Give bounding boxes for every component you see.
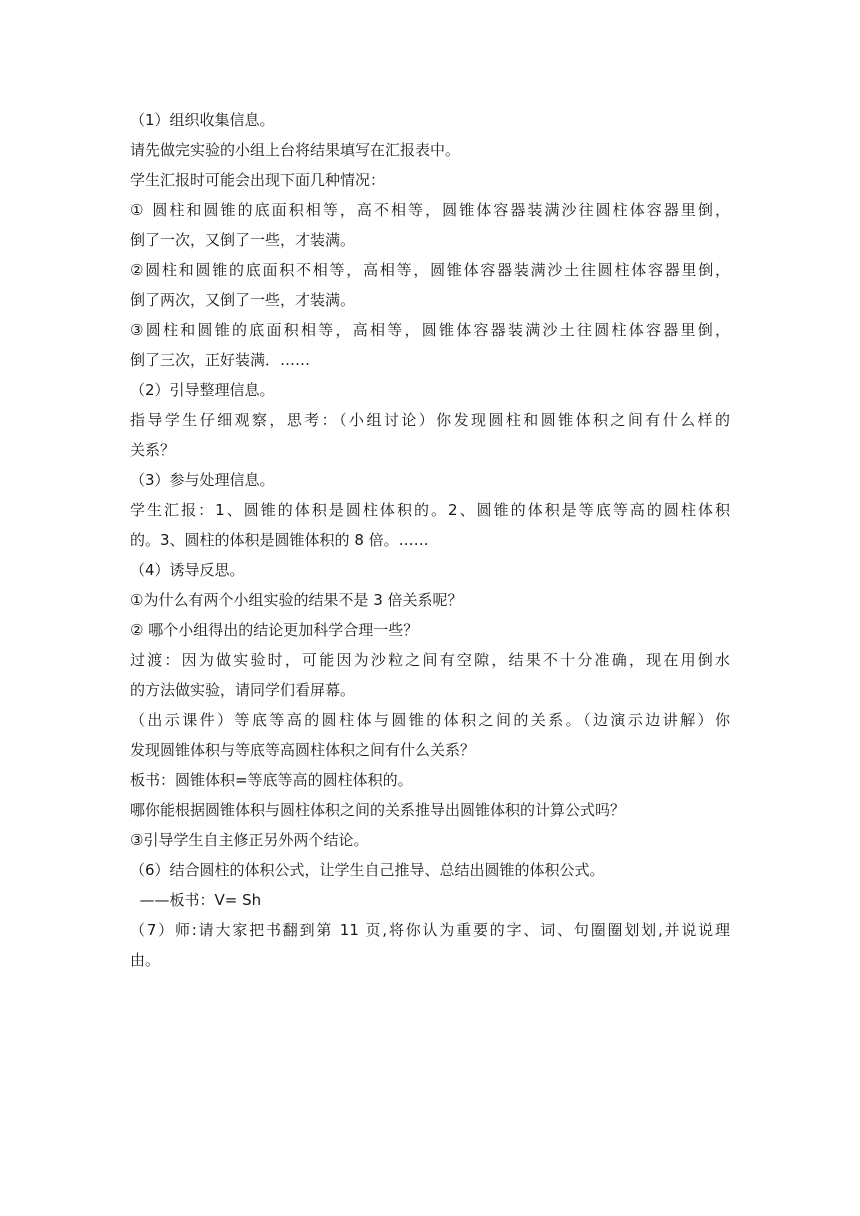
text-line: （2）引导整理信息。	[130, 381, 275, 399]
text-line: ③圆柱和圆锥的底面积相等，高相等，圆锥体容器装满沙土往圆柱体容器里倒，	[130, 321, 730, 339]
text-line: 学生汇报时可能会出现下面几种情况：	[130, 171, 386, 189]
text-line: （出示课件）等底等高的圆柱体与圆锥的体积之间的关系。（边演示边讲解）你	[130, 711, 730, 729]
text-line: ① 圆柱和圆锥的底面积相等，高不相等，圆锥体容器装满沙往圆柱体容器里倒，	[130, 201, 730, 219]
text-line: （7）师:请大家把书翻到第 11 页,将你认为重要的字、词、句圈圈划划,并说说理	[130, 921, 730, 939]
text-line: 由。	[130, 951, 161, 969]
text-line: 倒了一次，又倒了一些，才装满。	[130, 231, 356, 249]
text-line: ②圆柱和圆锥的底面积不相等，高相等，圆锥体容器装满沙土往圆柱体容器里倒，	[130, 261, 730, 279]
text-line: ——板书：V= Sh	[130, 891, 262, 909]
text-line: ③引导学生自主修正另外两个结论。	[130, 831, 369, 849]
text-line: 请先做完实验的小组上台将结果填写在汇报表中。	[130, 141, 461, 159]
text-line: ①为什么有两个小组实验的结果不是 3 倍关系呢？	[130, 591, 463, 609]
text-line: 哪你能根据圆锥体积与圆柱体积之间的关系推导出圆锥体积的计算公式吗？	[130, 801, 626, 819]
text-line: 关系？	[130, 441, 176, 459]
text-line: 过渡：因为做实验时，可能因为沙粒之间有空隙，结果不十分准确，现在用倒水	[130, 651, 730, 669]
text-line: 指导学生仔细观察，思考：（小组讨论）你发现圆柱和圆锥体积之间有什么样的	[130, 411, 730, 429]
text-line: ② 哪个小组得出的结论更加科学合理一些？	[130, 621, 419, 639]
text-line: 发现圆锥体积与等底等高圆柱体积之间有什么关系？	[130, 741, 476, 759]
text-line: 板书：圆锥体积=等底等高的圆柱体积的。	[130, 771, 413, 789]
text-line: （1）组织收集信息。	[130, 111, 275, 129]
text-line: 倒了三次，正好装满．……	[130, 351, 311, 369]
text-line: 的方法做实验，请同学们看屏幕。	[130, 681, 356, 699]
document-body	[130, 105, 730, 975]
text-line: （4）诱导反思。	[130, 561, 245, 579]
text-line: 学生汇报：1、圆锥的体积是圆柱体积的。2、圆锥的体积是等底等高的圆柱体积	[130, 501, 730, 519]
text-line: 的。3、圆柱的体积是圆锥体积的 8 倍。……	[130, 531, 429, 549]
text-line: 倒了两次，又倒了一些，才装满。	[130, 291, 356, 309]
text-line: （3）参与处理信息。	[130, 471, 275, 489]
text-line: （6）结合圆柱的体积公式，让学生自己推导、总结出圆锥的体积公式。	[130, 861, 605, 879]
